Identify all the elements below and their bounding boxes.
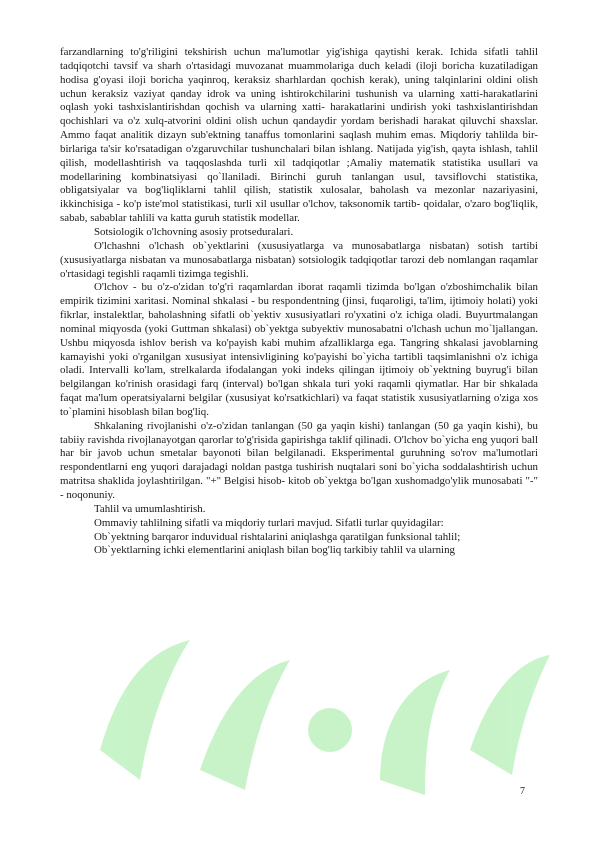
paragraph: farzandlarning to'g'riligini tekshirish uchun ma'lumotlar yig'ishiga qaytishi kerak. Ichida sifatli tahlil tadqiqotchi tavsif va sharh o'rtasidagi muvozanat muammolariga duch keladi (iloji boricha kuzatiladigan hodisa g'oyasi iloji boricha yaqinroq, keraksiz sharhlardan qochish kerak), uning talqinlarini oldini olish uchun keraksiz vaziyat qanday idrok va uning ishtirokchilarini tushunish va ularning xatti-harakatlarini oqlash yoki tashxislantirishdan qochish va ularning xatti- harakatlarini undirish yoki tashxislantirishdan qochishlari va o'z xulq-atvorini oldini olish uchun qandaydir yordam berishadi harakat qiluvchi shaxslar. Ammo faqat analitik dizayn sub'ektning tanaffus tomonlarini saqlash muhim emas. Miqdoriy tahlilda bir-birlariga ta'sir ko'rsatadigan o'zgaruvchilar tushunchalari bilan ishlang. Natijada yig'ish, qayta ishlash, tahlil qilish, modellashtirish va taqqoslashda turli xil tadqiqotlar ;Amaliy matematik statistika usullari va modellarining kombinatsiyasi qo`llaniladi. Birinchi guruh tanlangan usul, tavsiflovchi statistika, obligatsiyalar va bog'liqliklarni tahlil qilish, statistik xulosalar, baholash va mezonlar nazariyasini, ikkinchisiga - ko'p iste'mol statistikasi, turli xil usullar o'lchov, taksonomik tartib- qoidalar, o'zaro bog'liqlik, sabab, sabablar tahlili va katta guruh statistik modellar. [60,46,538,225]
paragraph: O'lchashni o'lchash ob`yektlarini (xususiyatlarga va munosabatlarga nisbatan) sotish tartibi (xususiyatlarga nisbatan va munosabatlarga nisbatan) sotsiologik tadqiqotlar tarozi deb nomlangan raqamlar o'rtasidagi tegishli raqamli tizimga tegishli. [60,239,538,280]
watermark-logo-icon [80,520,560,820]
paragraph: Sotsiologik o'lchovning asosiy protseduralari. [94,225,294,238]
body-text [60,46,538,558]
paragraph: Tahlil va umumlashtirish. [94,502,206,515]
paragraph: Shkalaning rivojlanishi o'z-o'zidan tanlangan (50 ga yaqin kishi) tanlangan (50 ga yaqin kishi), bu tabiiy ravishda rivojlanayotgan qarorlar to'g'risida gapirishga taklif qilinadi. O'lchov bo`yicha eng yuqori ball har bir javob uchun smetalar bayonoti bilan belgilanadi. Eksperimental guruhning so'rov ma'lumotlari respondentlarni eng yuqori darajadagi noldan pastga tushirish nuqtalari soni bo`yicha soddalashtirish uchun matritsa shaklida joylashtirilgan. "+" Belgisi hisob- kitob ob`yektga bo'lgan xushomadgo'ylik munosabati "-" - noqonuniy. [60,419,538,501]
page-number: 7 [520,786,525,797]
paragraph: O'lchov - bu o'z-o'zidan to'g'ri raqamlardan iborat raqamli tizimda bo'lgan o'zboshimchalik bilan empirik tizimini xaritasi. Nominal shkalasi - bu respondentning (jinsi, fuqaroligi, ta'lim, ijtimoiy holati) yoki fikrlar, instalektlar, baholashning sifatli ob`yektiv xususiyatlari ro'yxatini o'z ichiga oladi. Buyurtmalangan nominal miqyosda (yoki Guttman shkalasi) ob`yektga subyektiv munosabatni o'lchash uchun mo`ljallangan. Ushbu miqyosda ishlov berish va ko'payish kabi muhim afzalliklarga ega. Tangring shkalasi javoblarning kamayishi yoki o'rganilgan xususiyat intensivligining ko'payishi bo`yicha tartibli taqsimlanishni o'z ichiga oladi. Intervalli ko'lam, strelkalarda ifodalangan yoki indeks qilingan ijtimoiy ob`yektning buyrug'i bilan belgilangan ko'rinish orasidagi farq (interval) bo'lgan shkala turi yoki raqamli qiymatlar. Har bir shkalada faqat ma'lum operatsiyalarni belgilar (xususiyat ko'rsatkichlari) va faqat statistik xususiyatlarning o'ziga xos to`plamini hisoblash bilan bog'liq. [60,281,538,418]
paragraph: Ob`yektning barqaror induvidual rishtalarini aniqlashga qaratilgan funksional tahlil; [94,530,461,543]
paragraph: Ommaviy tahlilning sifatli va miqdoriy turlari mavjud. Sifatli turlar quyidagilar: [94,516,444,529]
paragraph: Ob`yektlarning ichki elementlarini aniqlash bilan bog'liq tarkibiy tahlil va ularning [94,544,455,557]
